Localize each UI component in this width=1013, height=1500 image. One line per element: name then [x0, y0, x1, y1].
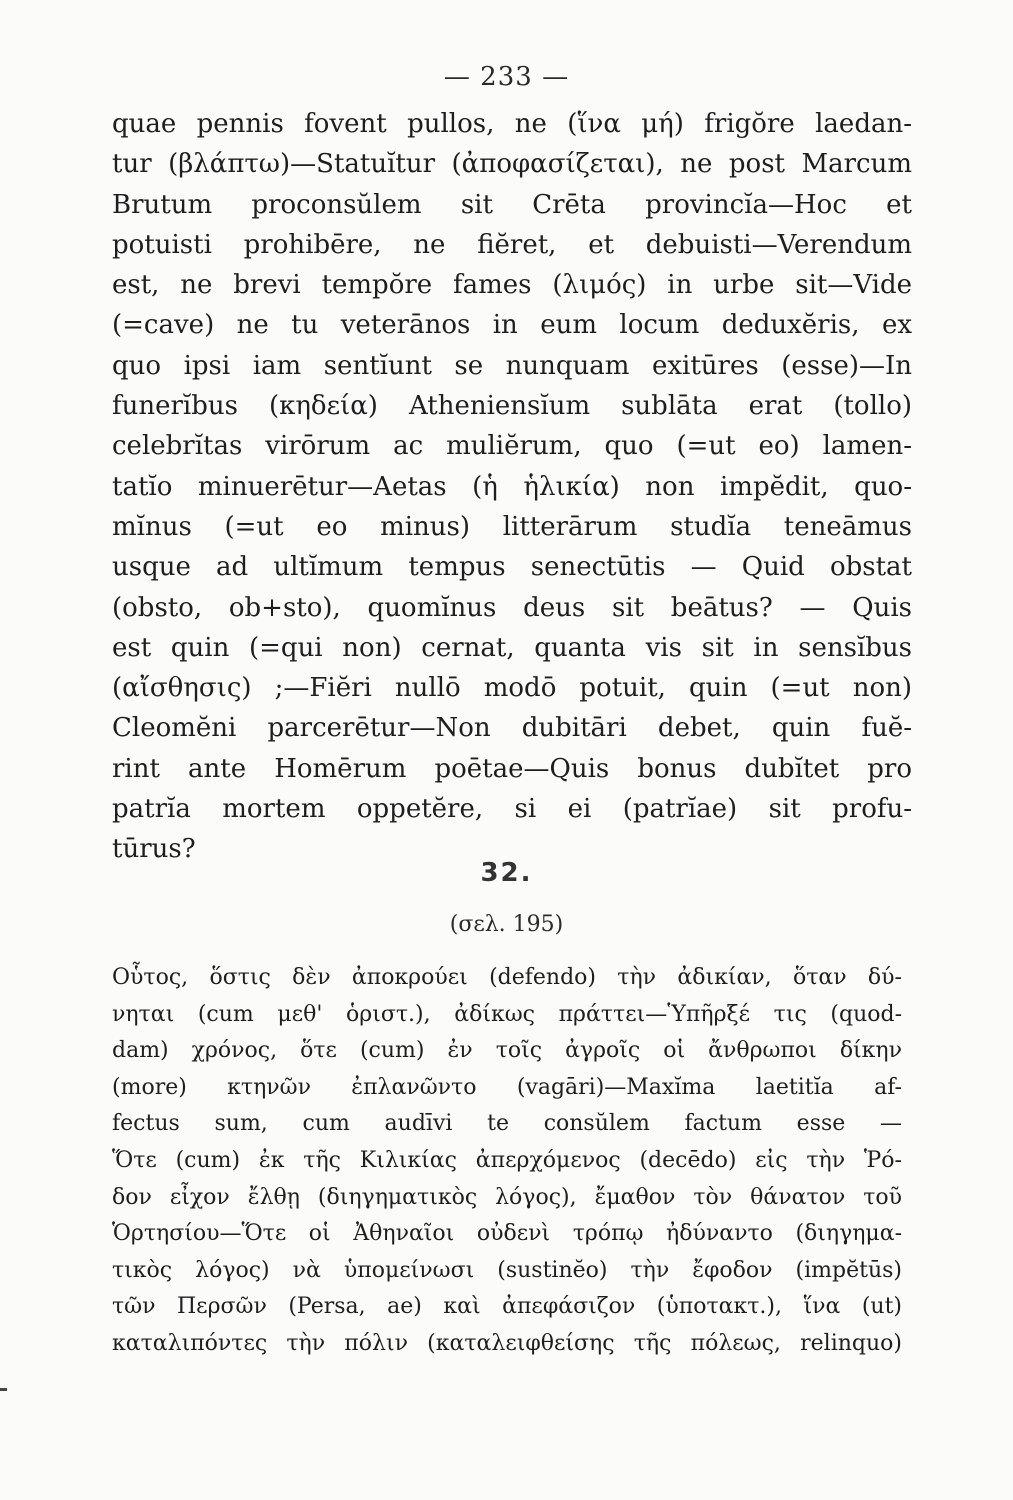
text-line: funerĭbus (κηδεία) Atheniensĭum sublāta erat (tollo) [112, 391, 912, 422]
text-line: (more) κτηνῶν ἐπλανῶντο (vagāri)—Maxĭma laetitĭa af- [112, 1074, 902, 1100]
text-line: tatĭo minuerētur—Aetas (ἡ ἡλικία) non impĕdit, quo- [112, 471, 912, 502]
text-line: Cleomĕni parcerētur—Non dubitāri debet, quin fuĕ- [112, 713, 912, 744]
greek-paragraph [112, 960, 902, 1363]
page-number: — 233 — [443, 62, 570, 92]
text-line: rint ante Homērum poētae—Quis bonus dubĭtet pro [112, 753, 912, 784]
latin-paragraph [112, 104, 912, 870]
section-page-reference: (σελ. 195) [449, 912, 564, 937]
text-line: (=cave) ne tu veterānos in eum locum deduxĕris, ex [112, 310, 912, 341]
text-line: tur (βλάπτω)—Statuĭtur (ἀποφασίζεται), ne post Marcum [112, 149, 912, 180]
text-line: quo ipsi iam sentĭunt se nunquam exitūres (esse)—In [112, 350, 912, 381]
text-line: τῶν Περσῶν (Persa, ae) καὶ ἀπεφάσιζον (ὑποτακτ.), ἵνα (ut) [112, 1294, 902, 1320]
text-line: est quin (=qui non) cernat, quanta vis sit in sensĭbus [112, 632, 912, 663]
text-line: δον εἶχον ἔλθῃ (διηγηματικὸς λόγος), ἔμαθον τὸν θάνατον τοῦ [112, 1184, 902, 1210]
text-line: potuisti prohibēre, ne fiĕret, et debuisti—Verendum [112, 229, 912, 260]
text-line: quae pennis fovent pullos, ne (ἵνα μή) frigŏre laedan- [112, 109, 912, 139]
text-line: tūrus? [112, 834, 196, 865]
text-line: fectus sum, cum audīvi te consŭlem factum esse — [112, 1111, 902, 1137]
text-line: celebrĭtas virōrum ac muliĕrum, quo (=ut eo) lamen- [112, 431, 912, 462]
text-line: mĭnus (=ut eo minus) litterārum studĭa teneāmus [112, 511, 912, 542]
text-line: καταλιπόντες τὴν πόλιν (καταλειφθείσης τῆς πόλεως, relinquo) [112, 1330, 902, 1356]
text-line: Brutum proconsŭlem sit Crēta provincĭa—Hoc et [112, 189, 912, 220]
text-line: patrĭa mortem oppetĕre, si ei (patrĭae) sit profu- [112, 794, 912, 825]
text-line: (obsto, ob+sto), quomĭnus deus sit beātus? — Quis [112, 592, 912, 623]
text-line: τικὸς λόγος) νὰ ὑπομείνωσι (sustinĕo) τὴν ἔφοδον (impĕtūs) [112, 1257, 902, 1283]
text-line: Οὗτος, ὅστις δὲν ἀποκρούει (defendo) τὴν ἀδικίαν, ὅταν δύ- [112, 965, 902, 990]
text-line: νηται (cum μεθ' ὁριστ.), ἀδίκως πράττει—Ὑπῆρξέ τις (quod- [112, 1001, 902, 1027]
text-line: est, ne brevi tempŏre fames (λιμός) in urbe sit—Vide [112, 270, 912, 301]
margin-mark [0, 1388, 7, 1391]
text-line: usque ad ultĭmum tempus senectūtis — Quid obstat [112, 552, 912, 583]
text-line: Ὅτε (cum) ἐκ τῆς Κιλικίας ἀπερχόμενος (decēdo) εἰς τὴν Ῥό- [112, 1147, 902, 1173]
section-number: 32. [480, 858, 533, 888]
text-line: (αἴσθησις) ;—Fiĕri nullō modō potuit, quin (=ut non) [112, 673, 912, 704]
text-line: dam) χρόνος, ὅτε (cum) ἐν τοῖς ἀγροῖς οἱ ἄνθρωποι δίκην [112, 1038, 902, 1064]
text-line: Ὁρτησίου—Ὅτε οἱ Ἀθηναῖοι οὐδενὶ τρόπῳ ἠδύναντο (διηγημα- [112, 1221, 902, 1247]
